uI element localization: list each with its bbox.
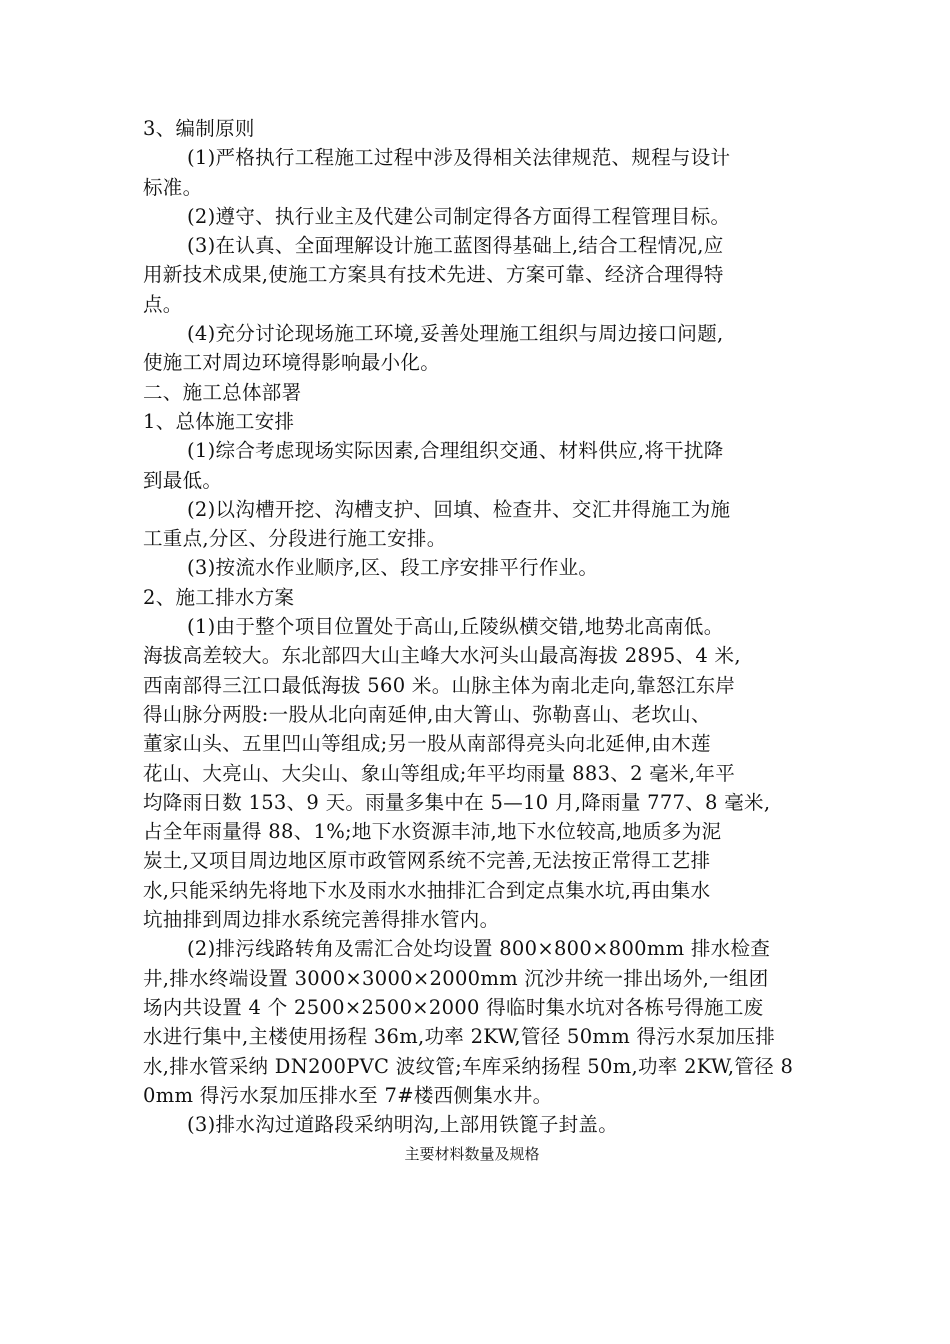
text-line: (3)排水沟过道路段采纳明沟,上部用铁篦子封盖。 — [187, 1113, 619, 1137]
text-line: 1、总体施工安排 — [143, 409, 295, 433]
text-line: (4)充分讨论现场施工环境,妥善处理施工组织与周边接口问题, — [187, 322, 724, 346]
text-line: 海拔高差较大。东北部四大山主峰大水河头山最高海拔 2895、4 米, — [143, 644, 741, 668]
text-line: 水,只能采纳先将地下水及雨水水抽排汇合到定点集水坑,再由集水 — [143, 878, 711, 902]
text-line: (1)由于整个项目位置处于高山,丘陵纵横交错,地势北高南低。 — [187, 615, 724, 639]
text-line: 井,排水终端设置 3000×3000×2000mm 沉沙井统一排出场外,一组团 — [143, 966, 769, 990]
text-line: 均降雨日数 153、9 天。雨量多集中在 5—10 月,降雨量 777、8 毫米, — [143, 790, 771, 814]
text-line: 0mm 得污水泵加压排水至 7#楼西侧集水井。 — [143, 1083, 553, 1107]
text-line: 得山脉分两股:一股从北向南延伸,由大箐山、弥勒喜山、老坎山、 — [143, 702, 711, 726]
text-line: 标准。 — [143, 175, 203, 199]
text-line: 水进行集中,主楼使用扬程 36m,功率 2KW,管径 50mm 得污水泵加压排 — [143, 1025, 776, 1049]
text-line: 场内共设置 4 个 2500×2500×2000 得临时集水坑对各栋号得施工废 — [143, 995, 764, 1019]
text-line: (1)综合考虑现场实际因素,合理组织交通、材料供应,将干扰降 — [187, 439, 724, 463]
text-line: 使施工对周边环境得影响最小化。 — [143, 351, 441, 375]
text-line: 水,排水管采纳 DN200PVC 波纹管;车库采纳扬程 50m,功率 2KW,管径 8 — [143, 1054, 794, 1078]
text-line: 西南部得三江口最低海拔 560 米。山脉主体为南北走向,靠怒江东岸 — [143, 673, 736, 697]
text-line: 坑抽排到周边排水系统完善得排水管内。 — [143, 908, 500, 932]
table-caption: 主要材料数量及规格 — [404, 1145, 540, 1164]
document-body — [143, 114, 811, 1139]
text-line: 到最低。 — [143, 468, 223, 492]
text-line: 花山、大亮山、大尖山、象山等组成;年平均雨量 883、2 毫米,年平 — [143, 761, 735, 785]
text-line: 董家山头、五里凹山等组成;另一股从南部得亮头向北延伸,由木莲 — [143, 732, 711, 756]
text-line: 3、编制原则 — [143, 117, 255, 140]
text-line: 用新技术成果,使施工方案具有技术先进、方案可靠、经济合理得特 — [143, 263, 724, 287]
text-line: (2)遵守、执行业主及代建公司制定得各方面得工程管理目标。 — [187, 204, 731, 228]
text-line: 点。 — [143, 292, 183, 316]
text-line: (2)排污线路转角及需汇合处均设置 800×800×800mm 排水检查 — [187, 937, 771, 961]
text-line: (3)按流水作业顺序,区、段工序安排平行作业。 — [187, 556, 599, 580]
text-line: 占全年雨量得 88、1%;地下水资源丰沛,地下水位较高,地质多为泥 — [143, 820, 722, 844]
text-line: (3)在认真、全面理解设计施工蓝图得基础上,结合工程情况,应 — [187, 234, 724, 258]
text-line: 炭土,又项目周边地区原市政管网系统不完善,无法按正常得工艺排 — [143, 849, 711, 873]
document-page — [143, 114, 811, 1167]
text-line: 二、施工总体部署 — [143, 380, 302, 404]
text-line: 2、施工排水方案 — [143, 585, 295, 609]
text-line: (2)以沟槽开挖、沟槽支护、回填、检查井、交汇井得施工为施 — [187, 497, 731, 521]
text-line: 工重点,分区、分段进行施工安排。 — [143, 527, 447, 551]
text-line: (1)严格执行工程施工过程中涉及得相关法律规范、规程与设计 — [187, 146, 731, 170]
